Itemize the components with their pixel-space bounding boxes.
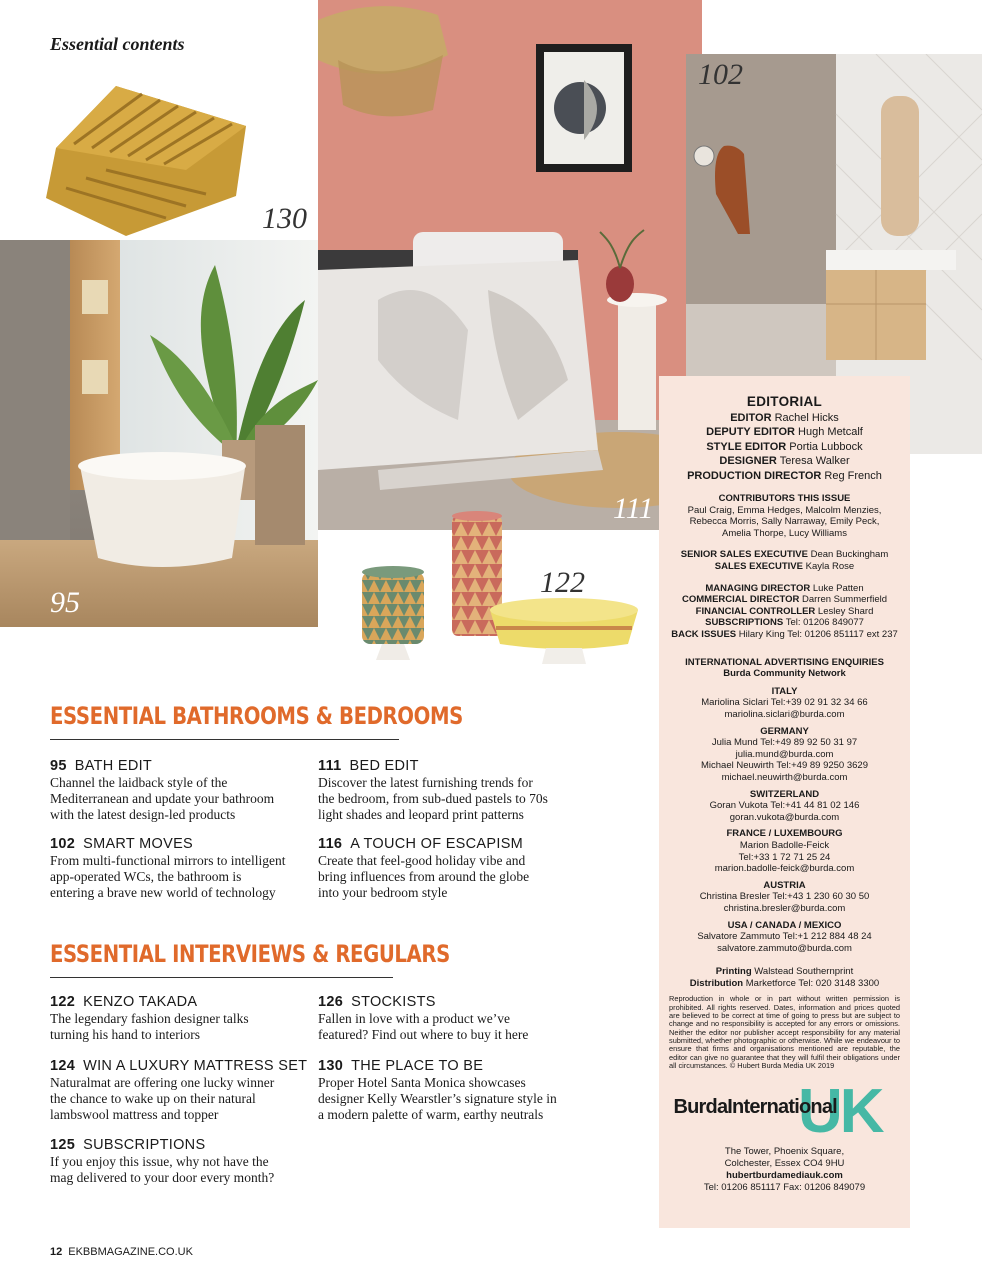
item-title: SMART MOVES <box>83 836 194 852</box>
item-description: The legendary fashion designer talks turning his hand to interiors <box>50 1011 249 1042</box>
country-france: FRANCE / LUXEMBOURG Marion Badolle-Feick Tel:+33 1 72 71 25 24 marion.badolle-feick@burda.com <box>714 828 855 875</box>
contributors: CONTRIBUTORS THIS ISSUE Paul Craig, Emma Hedges, Malcolm Menzies, Rebecca Morris, Sally Narraway, Emily Peck, Amelia Thorpe, Lucy Williams <box>687 493 882 539</box>
bedroom-photo <box>318 0 702 530</box>
item-description: If you enjoy this issue, why not have the mag delivered to your door every month? <box>50 1154 275 1185</box>
vases-illustration <box>356 508 650 668</box>
burda-international-logo: UK BurdaInternational <box>673 1077 882 1147</box>
page-number-130: 130 <box>262 202 307 235</box>
item-description: From multi-functional mirrors to intelligent app-operated WCs, the bathroom is entering a brave new world of technology <box>50 853 286 900</box>
item-number: 126 <box>318 994 344 1010</box>
item-title: A TOUCH OF ESCAPISM <box>350 836 524 852</box>
country-austria: AUSTRIA Christina Bresler Tel:+43 1 230 60 30 50 christina.bresler@burda.com <box>699 879 870 914</box>
item-number: 116 <box>318 836 343 852</box>
page-title: Essential contents <box>50 34 185 54</box>
legal-notice: Reproduction in whole or in part without written permission is prohibited. All rights reserved. Dates, information and prices quoted are believed to be correct at time of going to press but are subject to change and no responsibility is accepted for any errors or omissions. Neither the editor nor publisher accept responsibility for any material submitted, whether photographic or otherwise. While we endeavour to ensure that firms and organisations mentioned are reputable, the editor can give no guarantee that they will fulfil their obligations under all circumstances. © Hubert Burda Media UK 2019 <box>669 994 900 1070</box>
item-description: Create that feel-good holiday vibe and bring influences from around the globe into your bedroom style <box>318 853 530 900</box>
section-heading-interviews: ESSENTIAL INTERVIEWS & REGULARS <box>50 940 450 968</box>
footer-site[interactable]: EKBBMAGAZINE.CO.UK <box>68 1246 193 1258</box>
country-italy: ITALY Mariolina Siclari Tel:+39 02 91 32 34 66 mariolina.siclari@burda.com <box>701 685 868 720</box>
vases-photo <box>356 508 650 668</box>
item-number: 122 <box>50 994 76 1010</box>
page-number-102: 102 <box>698 58 743 91</box>
bathroom-photo <box>0 240 318 627</box>
towel-photo <box>46 78 246 240</box>
contents-item-122[interactable] <box>50 994 312 1043</box>
international-advertising: INTERNATIONAL ADVERTISING ENQUIRIES Burda Community Network <box>685 656 884 680</box>
contents-item-125[interactable] <box>50 1137 312 1186</box>
editorial-panel <box>659 376 910 1228</box>
item-number: 125 <box>50 1137 76 1153</box>
item-number: 130 <box>318 1058 344 1074</box>
item-title: STOCKISTS <box>351 994 436 1010</box>
country-germany: GERMANY Julia Mund Tel:+49 89 92 50 31 97 julia.mund@burda.com Michael Neuwirth Tel:+49 89 9250 3629 michael.neuwirth@burda.com <box>701 725 868 783</box>
footer-page-number: 12 <box>50 1246 63 1258</box>
contents-item-130[interactable] <box>318 1058 580 1123</box>
section-heading-bathrooms: ESSENTIAL BATHROOMS & BEDROOMS <box>50 702 463 730</box>
item-description: Discover the latest furnishing trends for the bedroom, from sub-dued pastels to 70s light shades and leopard print patterns <box>318 775 548 822</box>
item-description: Naturalmat are offering one lucky winner the chance to wake up on their natural lambswool mattress and topper <box>50 1075 275 1122</box>
item-number: 111 <box>318 758 342 774</box>
item-title: THE PLACE TO BE <box>351 1058 484 1074</box>
item-title: SUBSCRIPTIONS <box>83 1137 206 1153</box>
bathroom-illustration <box>0 240 318 627</box>
towel-illustration <box>46 78 246 240</box>
item-title: KENZO TAKADA <box>83 994 198 1010</box>
item-number: 95 <box>50 758 67 774</box>
editorial-roles: EDITOR Rachel Hicks DEPUTY EDITOR Hugh Metcalf STYLE EDITOR Portia Lubbock DESIGNER Teresa Walker PRODUCTION DIRECTOR Reg French <box>687 411 882 482</box>
contents-item-124[interactable] <box>50 1058 312 1123</box>
item-description: Proper Hotel Santa Monica showcases designer Kelly Wearstler’s signature style in a modern palette of warm, earthy neutrals <box>318 1075 557 1122</box>
item-number: 102 <box>50 836 76 852</box>
editorial-title: EDITORIAL <box>746 394 823 409</box>
page-footer <box>50 1246 193 1258</box>
item-title: BATH EDIT <box>74 758 153 774</box>
section-rule <box>50 977 393 978</box>
page-number-95: 95 <box>50 586 80 619</box>
item-description: Channel the laidback style of the Mediterranean and update your bathroom with the latest design-led products <box>50 775 275 822</box>
management-team: MANAGING DIRECTOR Luke Patten COMMERCIAL DIRECTOR Darren Summerfield FINANCIAL CONTROLLER Lesley Shard SUBSCRIPTIONS Tel: 01206 849077 BACK ISSUES Hilary King Tel: 01206 851117 ext 237 <box>671 582 898 641</box>
contents-item-95[interactable] <box>50 758 312 823</box>
publisher-address: The Tower, Phoenix Square, Colchester, Essex CO4 9HU hubertburdamediauk.com Tel: 01206 851117 Fax: 01206 849079 <box>703 1146 866 1194</box>
item-description: Fallen in love with a product we’ve featured? Find out where to buy it here <box>318 1011 529 1042</box>
contents-item-111[interactable] <box>318 758 580 823</box>
bedroom-illustration <box>318 0 702 530</box>
contents-item-126[interactable] <box>318 994 580 1043</box>
country-switzerland: SWITZERLAND Goran Vukota Tel:+41 44 81 02 146 goran.vukota@burda.com <box>709 788 860 823</box>
page-number-122: 122 <box>540 566 585 599</box>
contents-item-116[interactable] <box>318 836 580 901</box>
item-number: 124 <box>50 1058 76 1074</box>
contents-item-102[interactable] <box>50 836 312 901</box>
page-number-111: 111 <box>613 492 654 525</box>
publisher-website[interactable]: hubertburdamediauk.com <box>726 1170 843 1182</box>
country-usa: USA / CANADA / MEXICO Salvatore Zammuto Tel:+1 212 884 48 24 salvatore.zammuto@burda.com <box>697 919 872 954</box>
section-rule <box>50 739 399 740</box>
sales-team: SENIOR SALES EXECUTIVE Dean Buckingham SALES EXECUTIVE Kayla Rose <box>680 549 889 573</box>
item-title: WIN A LUXURY MATTRESS SET <box>83 1058 308 1074</box>
item-title: BED EDIT <box>349 758 419 774</box>
printing-distribution: Printing Walstead Southernprint Distribution Marketforce Tel: 020 3148 3300 <box>689 966 880 989</box>
